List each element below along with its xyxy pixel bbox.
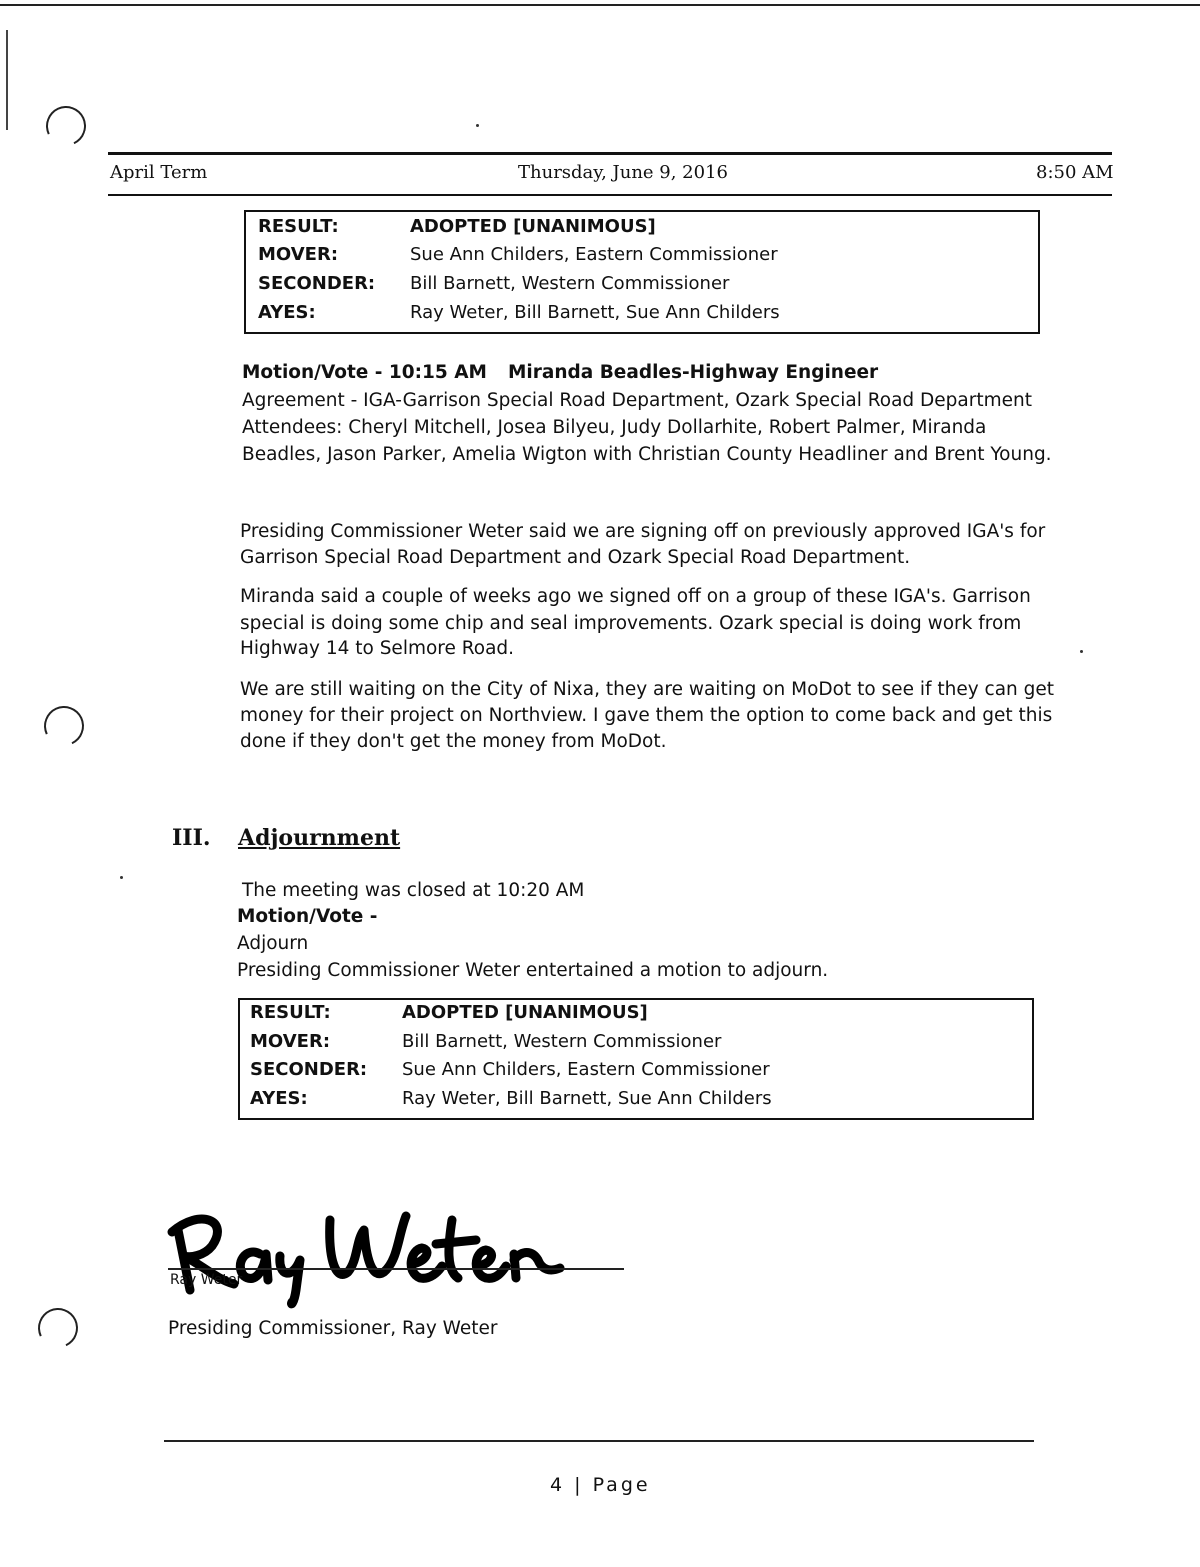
vote-row xyxy=(246,273,1038,301)
vote-value: Bill Barnett, Western Commissioner xyxy=(410,273,730,294)
section-title: Adjournment xyxy=(238,825,401,851)
vote-label: SECONDER: xyxy=(250,1059,368,1080)
vote-value: Sue Ann Childers, Eastern Commissioner xyxy=(410,244,778,265)
signature-printed-name: Ray Weter xyxy=(170,1272,243,1288)
header-rule-bottom xyxy=(108,194,1112,196)
scan-speck xyxy=(476,124,479,127)
paragraph-line: Presiding Commissioner Weter said we are signing off on previously approved IGA's for xyxy=(240,521,1046,542)
vote-row xyxy=(246,302,1038,330)
vote-label: RESULT: xyxy=(250,1002,331,1023)
paragraph-line: done if they don't get the money from MoDot. xyxy=(240,731,667,752)
adjournment-entertained: Presiding Commissioner Weter entertained a motion to adjourn. xyxy=(237,960,829,981)
motion-heading-presenter: Miranda Beadles-Highway Engineer xyxy=(508,362,879,383)
header-time: 8:50 AM xyxy=(1036,162,1114,183)
header-term: April Term xyxy=(110,162,208,183)
vote-label: AYES: xyxy=(258,302,316,323)
vote-value: ADOPTED [UNANIMOUS] xyxy=(402,1002,648,1023)
adjournment-action: Adjourn xyxy=(237,933,309,954)
scan-top-edge xyxy=(0,4,1200,6)
vote-value: Sue Ann Childers, Eastern Commissioner xyxy=(402,1059,770,1080)
binder-hole-icon xyxy=(40,100,91,151)
agreement-line: Agreement - IGA-Garrison Special Road Department, Ozark Special Road Department xyxy=(242,390,1032,411)
vote-label: MOVER: xyxy=(258,244,339,265)
footer-rule xyxy=(164,1440,1034,1442)
signature-title: Presiding Commissioner, Ray Weter xyxy=(168,1318,498,1339)
scan-speck xyxy=(120,876,123,879)
header-date: Thursday, June 9, 2016 xyxy=(518,162,728,183)
vote-value: Bill Barnett, Western Commissioner xyxy=(402,1031,722,1052)
paragraph-line: We are still waiting on the City of Nixa, they are waiting on MoDot to see if they can get xyxy=(240,679,1055,700)
paragraph-line: Miranda said a couple of weeks ago we signed off on a group of these IGA's. Garrison xyxy=(240,586,1031,607)
signature-line xyxy=(168,1268,624,1270)
paragraph-line: special is doing some chip and seal improvements. Ozark special is doing work from xyxy=(240,613,1022,634)
binder-hole-icon xyxy=(38,700,89,751)
vote-row xyxy=(246,216,1038,244)
attendees-line: Attendees: Cheryl Mitchell, Josea Bilyeu, Judy Dollarhite, Robert Palmer, Miranda xyxy=(242,417,987,438)
vote-row xyxy=(240,1002,1032,1030)
adjournment-closed: The meeting was closed at 10:20 AM xyxy=(242,880,585,901)
vote-label: MOVER: xyxy=(250,1031,331,1052)
attendees-line: Beadles, Jason Parker, Amelia Wigton with Christian County Headliner and Brent Young. xyxy=(242,444,1052,465)
page-number: 4 | Page xyxy=(550,1474,651,1496)
vote-label: RESULT: xyxy=(258,216,339,237)
vote-row xyxy=(240,1031,1032,1059)
header-rule-top xyxy=(108,152,1112,155)
scan-speck xyxy=(1080,650,1083,653)
paragraph-line: Garrison Special Road Department and Ozark Special Road Department. xyxy=(240,547,911,568)
vote-row xyxy=(240,1059,1032,1087)
vote-result-table xyxy=(238,998,1034,1120)
motion-heading-time: Motion/Vote - 10:15 AM xyxy=(242,362,487,383)
handwritten-signature xyxy=(160,1180,580,1310)
paragraph-line: money for their project on Northview. I gave them the option to come back and get this xyxy=(240,705,1053,726)
vote-row xyxy=(240,1088,1032,1116)
binder-hole-icon xyxy=(32,1302,83,1353)
vote-label: SECONDER: xyxy=(258,273,376,294)
vote-label: AYES: xyxy=(250,1088,308,1109)
scan-left-edge xyxy=(6,30,8,130)
vote-row xyxy=(246,244,1038,272)
paragraph-line: Highway 14 to Selmore Road. xyxy=(240,638,515,659)
vote-value: Ray Weter, Bill Barnett, Sue Ann Childers xyxy=(410,302,780,323)
vote-value: ADOPTED [UNANIMOUS] xyxy=(410,216,656,237)
vote-value: Ray Weter, Bill Barnett, Sue Ann Childers xyxy=(402,1088,772,1109)
adjournment-motion: Motion/Vote - xyxy=(237,906,378,927)
section-number: III. xyxy=(172,825,211,851)
vote-result-table xyxy=(244,210,1040,334)
